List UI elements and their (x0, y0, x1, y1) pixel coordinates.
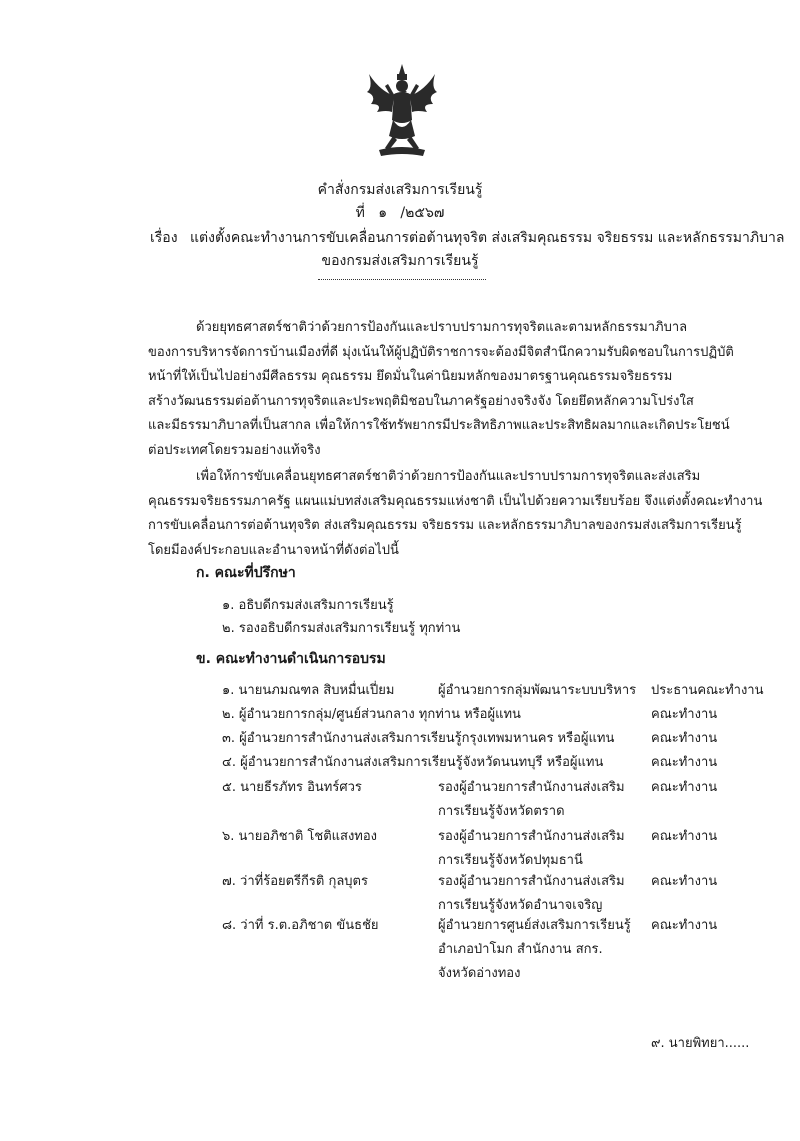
subject-line (150, 227, 784, 249)
member-position: ผู้อำนวยการกลุ่มพัฒนาระบบบริหาร (438, 683, 637, 698)
paragraph-line: คุณธรรมจริยธรรมภาครัฐ แผนแม่บทส่งเสริมคุณธรรมแห่งชาติ เป็นไปด้วยความเรียบร้อย จึงแต่งตั้งคณะทำงาน (148, 493, 763, 509)
paragraph-line: ของการบริหารจัดการบ้านเมืองที่ดี มุ่งเน้นให้ผู้ปฏิบัติราชการจะต้องมีจิตสำนึกความรับผิดชอบในการปฏิบัติ (148, 344, 734, 360)
paragraph-line: สร้างวัฒนธรรมต่อต้านการทุจริตและประพฤติมิชอบในภาครัฐอย่างจริงจัง โดยยึดหลักความโปร่งใส (148, 393, 694, 409)
member-role: คณะทำงาน (651, 918, 718, 933)
paragraph-line: การขับเคลื่อนการต่อต้านทุจริต ส่งเสริมคุณธรรม จริยธรรม และหลักธรรมาภิบาลของกรมส่งเสริมการเรียนรู้ (148, 518, 742, 533)
member-position: รองผู้อำนวยการสำนักงานส่งเสริม การเรียนรู้จังหวัดตราด (438, 780, 625, 819)
paragraph-line: และมีธรรมาภิบาลที่เป็นสากล เพื่อให้การใช้ทรัพยากรมีประสิทธิภาพและประสิทธิผลมากและเกิดประโยชน์ (148, 418, 730, 433)
member-role: คณะทำงาน (651, 780, 718, 795)
member-name: ๒. ผู้อำนวยการกลุ่ม/ศูนย์ส่วนกลาง ทุกท่าน หรือผู้แทน (222, 707, 521, 722)
continuation-marker: ๙. นายพิทยา...... (651, 1036, 750, 1051)
member-position: รองผู้อำนวยการสำนักงานส่งเสริม การเรียนรู้จังหวัดปทุมธานี (438, 829, 625, 868)
paragraph-line: โดยมีองค์ประกอบและอำนาจหน้าที่ดังต่อไปนี้ (148, 542, 399, 558)
member-role: คณะทำงาน (651, 829, 718, 844)
garuda-emblem-icon (363, 62, 441, 160)
member-name: ๕. นายธีรภัทร อินทร์ศวร (222, 780, 362, 795)
member-role: ประธานคณะทำงาน (651, 683, 764, 698)
member-name: ๓. ผู้อำนวยการสำนักงานส่งเสริมการเรียนรู้กรุงเทพมหานคร หรือผู้แทน (222, 731, 615, 746)
member-name: ๔. ผู้อำนวยการสำนักงานส่งเสริมการเรียนรู้จังหวัดนนทบุรี หรือผู้แทน (222, 755, 604, 770)
advisor-item: ๒. รองอธิบดีกรมส่งเสริมการเรียนรู้ ทุกท่าน (222, 621, 461, 636)
paragraph-line: หน้าที่ให้เป็นไปอย่างมีศีลธรรม คุณธรรม ยึดมั่นในค่านิยมหลักของมาตรฐานคุณธรรมจริยธรรม (148, 369, 673, 384)
section-working-group-heading: ข. คณะทำงานดำเนินการอบรม (196, 651, 386, 667)
subject-text-continued: ของกรมส่งเสริมการเรียนรู้ (321, 253, 479, 269)
member-name: ๑. นายนภมณฑล สิบหมื่นเปี่ยม (222, 683, 395, 698)
order-title: คำสั่งกรมส่งเสริมการเรียนรู้ (317, 182, 483, 198)
member-role: คณะทำงาน (651, 707, 718, 722)
paragraph-purpose (148, 465, 770, 563)
dotted-divider (318, 279, 486, 280)
member-position: ผู้อำนวยการศูนย์ส่งเสริมการเรียนรู้ อำเภอป่าโมก สำนักงาน สกร. จังหวัดอ่างทอง (438, 918, 631, 981)
order-number: ที่ ๑ /๒๕๖๗ (355, 205, 445, 221)
member-name: ๖. นายอภิชาติ โชติแสงทอง (222, 829, 378, 844)
paragraph-line: ต่อประเทศโดยรวมอย่างแท้จริง (148, 442, 321, 458)
member-position: รองผู้อำนวยการสำนักงานส่งเสริม การเรียนรู้จังหวัดอำนาจเจริญ (438, 874, 625, 913)
member-role: คณะทำงาน (651, 731, 718, 746)
paragraph-intro (148, 316, 770, 463)
subject-label: เรื่อง (150, 230, 178, 246)
advisor-item: ๑. อธิบดีกรมส่งเสริมการเรียนรู้ (222, 598, 394, 613)
subject-text: แต่งตั้งคณะทำงานการขับเคลื่อนการต่อต้านทุจริต ส่งเสริมคุณธรรม จริยธรรม และหลักธรรมาภิบาล (190, 230, 785, 246)
section-advisors-heading: ก. คณะที่ปรึกษา (196, 565, 296, 581)
member-role: คณะทำงาน (651, 874, 718, 889)
member-name: ๘. ว่าที่ ร.ต.อภิชาต ขันธชัย (222, 918, 379, 933)
paragraph-line: เพื่อให้การขับเคลื่อนยุทธศาสตร์ชาติว่าด้วยการป้องกันและปราบปรามการทุจริตและส่งเสริม (196, 469, 701, 484)
member-name: ๗. ว่าที่ร้อยตรีกีรติ กุลบุตร (222, 874, 368, 889)
paragraph-line: ด้วยยุทธศาสตร์ชาติว่าด้วยการป้องกันและปราบปรามการทุจริตและตามหลักธรรมาภิบาล (196, 320, 688, 335)
member-role: คณะทำงาน (651, 755, 718, 770)
